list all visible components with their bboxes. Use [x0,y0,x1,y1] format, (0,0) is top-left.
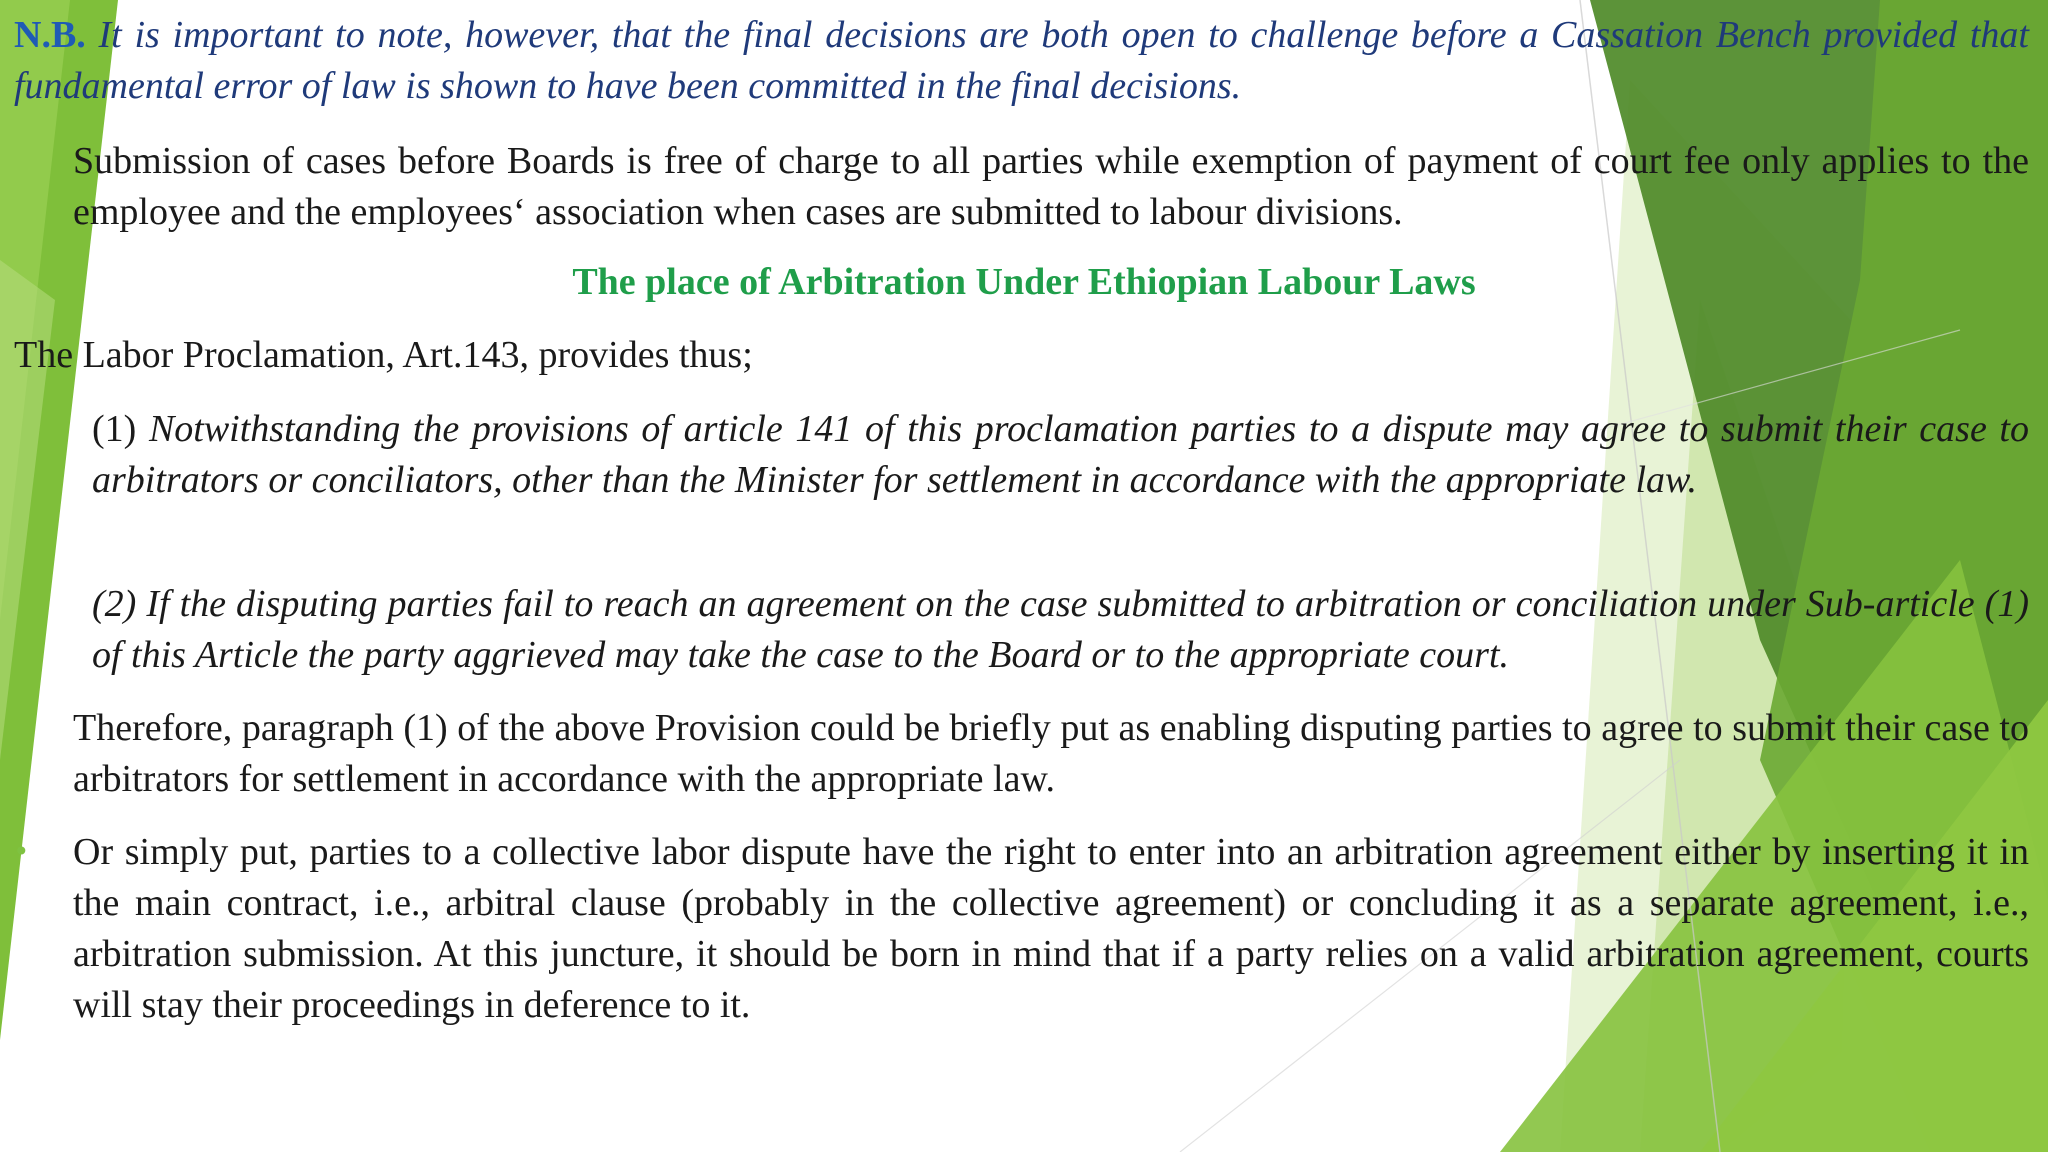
intro-text: The Labor Proclamation, Art.143, provides thus; [14,334,753,376]
nb-note [14,10,2029,112]
subarticle-1-text: Notwithstanding the provisions of article 141 of this proclamation parties to a dispute may agree to submit their case to arbitrators or conciliators, other than the Minister for settlement in accordance with the appropriate law. [92,408,2029,501]
quoted-subarticle-2: (2) If the disputing parties fail to reach an agreement on the case submitted to arbitration or conciliation under Sub-article (1) of this Article the party aggrieved may take the case to the Board or to the appropriate court. [92,583,2029,676]
paragraph-therefore: Therefore, paragraph (1) of the above Provision could be briefly put as enabling disputing parties to agree to submit their case to arbitrators for settlement in accordance with the appropriate law. [73,707,2029,800]
section-heading: The place of Arbitration Under Ethiopian Labour Laws [572,261,1476,303]
paragraph-simply-put: Or simply put, parties to a collective labor dispute have the right to enter into an arbitration agreement either by inserting it in the main contract, i.e., arbitral clause (probably in the collective agreement) or concluding it as a separate agreement, i.e., arbitration submission. At this juncture, it should be born in mind that if a party relies on a valid arbitration agreement, courts will stay their proceedings in deference to it. [73,831,2029,1026]
nb-note-text: It is important to note, however, that the final decisions are both open to challenge before a Cassation Bench provided that fundamental error of law is shown to have been committed in the final decisions. [14,14,2029,107]
quoted-subarticle-1 [92,404,2029,506]
nb-label: N.B. [14,14,86,56]
bullet-icon: • [13,835,30,868]
subarticle-1-number: (1) [92,408,149,450]
paragraph-submission: Submission of cases before Boards is free of charge to all parties while exemption of payment of court fee only applies to the employee and the employees‘ association when cases are submitted to labour divisions. [73,140,2029,233]
